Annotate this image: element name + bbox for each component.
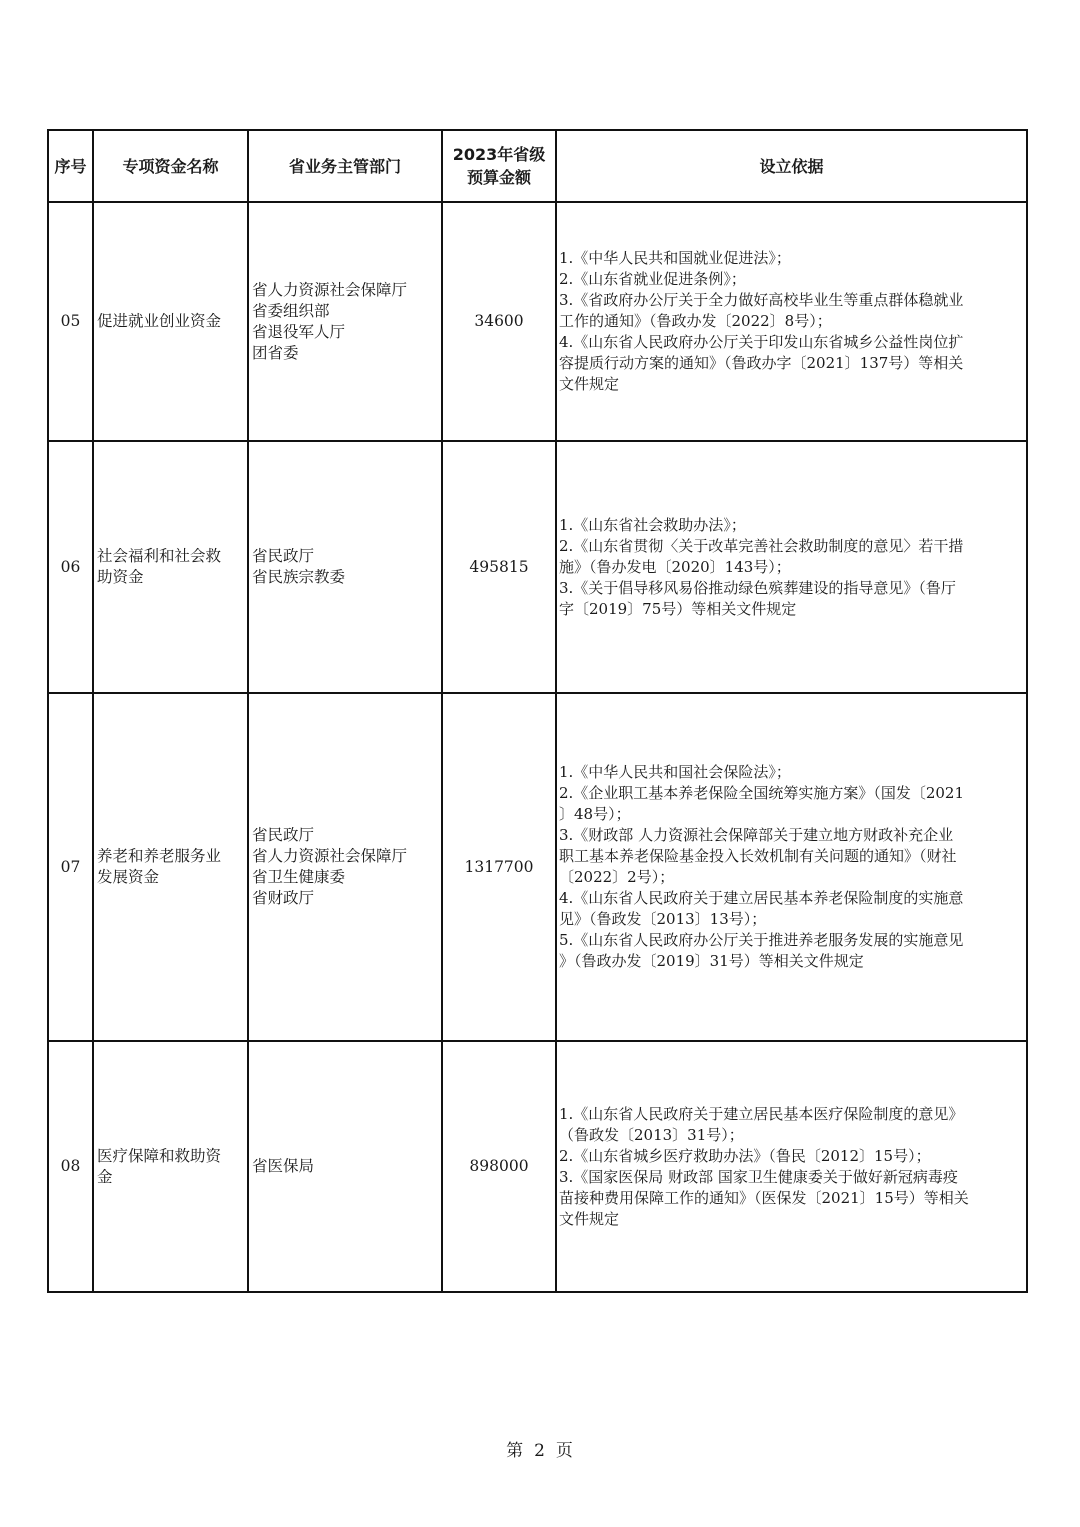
- row-basis: [556, 202, 1027, 441]
- basis-line: 2.《山东省城乡医疗救助办法》（鲁民〔2012〕15号）；: [559, 1146, 931, 1165]
- row-departments: [248, 693, 442, 1041]
- table-row: [48, 202, 1027, 441]
- basis-line: 3.《关于倡导移风易俗推动绿色殡葬建设的指导意见》（鲁厅: [559, 578, 956, 597]
- basis-line: 〔2022〕2号）；: [559, 868, 675, 886]
- table-row: [48, 441, 1027, 693]
- row-departments: [248, 202, 442, 441]
- fund-name-line: 养老和养老服务业: [97, 847, 222, 865]
- row-basis: [556, 441, 1027, 693]
- basis-line: 苗接种费用保障工作的通知》（医保发〔2021〕15号）等相关: [559, 1188, 969, 1207]
- row-serial-number: 05: [48, 202, 93, 441]
- row-serial-number: 08: [48, 1041, 93, 1292]
- basis-line: 1.《山东省人民政府关于建立居民基本医疗保险制度的意见》: [559, 1104, 964, 1123]
- fund-name-line: 社会福利和社会救: [97, 547, 222, 565]
- basis-line: 工作的通知》（鲁政办发〔2022〕8号）；: [559, 312, 832, 330]
- row-budget-amount: 898000: [442, 1041, 556, 1292]
- page-number-suffix: 页: [555, 1441, 574, 1461]
- basis-line: 见》（鲁政发〔2013〕13号）；: [559, 910, 767, 928]
- basis-line: 》（鲁政办发〔2019〕31号）等相关文件规定: [559, 952, 864, 970]
- basis-line: 施》（鲁办发电〔2020〕143号）；: [559, 557, 791, 576]
- basis-line: 1.《中华人民共和国就业促进法》；: [559, 249, 791, 267]
- row-fund-name: 促进就业创业资金: [93, 202, 248, 441]
- basis-line: 3.《国家医保局 财政部 国家卫生健康委关于做好新冠病毒疫: [559, 1167, 958, 1186]
- department-item: 省民族宗教委: [252, 568, 346, 586]
- fund-name-line: 医疗保障和救助资: [97, 1146, 222, 1165]
- basis-line: 2.《企业职工基本养老保险全国统筹实施方案》（国发〔2021: [559, 784, 964, 802]
- basis-line: 3.《省政府办公厅关于全力做好高校毕业生等重点群体稳就业: [559, 291, 964, 309]
- page-number: 2: [534, 1441, 546, 1461]
- department-item: 省民政厅: [252, 826, 315, 844]
- basis-line: 2.《山东省就业促进条例》；: [559, 270, 746, 288]
- department-item: 省财政厅: [252, 889, 315, 907]
- page-number-prefix: 第: [506, 1441, 525, 1461]
- department-item: 省委组织部: [252, 301, 330, 320]
- table-row: [48, 1041, 1027, 1292]
- basis-line: （鲁政发〔2013〕31号）；: [559, 1125, 744, 1144]
- header-basis: 设立依据: [556, 130, 1027, 202]
- row-budget-amount: 495815: [442, 441, 556, 693]
- department-item: 省人力资源社会保障厅: [252, 280, 408, 299]
- fund-name-line: 发展资金: [97, 868, 160, 886]
- fund-name-line: 助资金: [97, 568, 144, 586]
- basis-line: 4.《山东省人民政府关于建立居民基本养老保险制度的实施意: [559, 889, 964, 907]
- header-department: 省业务主管部门: [248, 130, 442, 202]
- row-serial-number: 06: [48, 441, 93, 693]
- row-basis: [556, 1041, 1027, 1292]
- row-fund-name: [93, 441, 248, 693]
- page-number-footer: [0, 1436, 1080, 1461]
- row-budget-amount: 34600: [442, 202, 556, 441]
- department-item: 省民政厅: [252, 547, 315, 565]
- row-budget-amount: 1317700: [442, 693, 556, 1041]
- basis-line: 文件规定: [559, 1209, 620, 1228]
- basis-line: 字〔2019〕75号）等相关文件规定: [559, 599, 797, 618]
- budget-table-container: [47, 129, 1026, 1293]
- row-departments: [248, 1041, 442, 1292]
- basis-line: 〕48号）；: [559, 805, 631, 823]
- row-fund-name: [93, 693, 248, 1041]
- department-item: 省人力资源社会保障厅: [252, 847, 408, 865]
- basis-line: 5.《山东省人民政府办公厅关于推进养老服务发展的实施意见: [559, 931, 964, 949]
- basis-line: 职工基本养老保险基金投入长效机制有关问题的通知》（财社: [559, 847, 957, 865]
- table-row: [48, 693, 1027, 1041]
- department-item: 省卫生健康委: [252, 868, 346, 886]
- basis-line: 容提质行动方案的通知》（鲁政办字〔2021〕137号）等相关: [559, 354, 964, 372]
- basis-line: 4.《山东省人民政府办公厅关于印发山东省城乡公益性岗位扩: [559, 333, 964, 351]
- basis-line: 2.《山东省贯彻〈关于改革完善社会救助制度的意见〉若干措: [559, 536, 964, 555]
- header-budget-amount: [442, 130, 556, 202]
- basis-line: 3.《财政部 人力资源社会保障部关于建立地方财政补充企业: [559, 826, 954, 844]
- basis-line: 1.《山东省社会救助办法》；: [559, 515, 746, 534]
- row-departments: [248, 441, 442, 693]
- header-budget-amount-line1: 2023年省级: [452, 145, 546, 164]
- special-fund-table: [47, 129, 1028, 1293]
- row-basis: [556, 693, 1027, 1041]
- header-serial-number: 序号: [48, 130, 93, 202]
- department-item: 省退役军人厅: [252, 322, 346, 341]
- department-item: 团省委: [252, 343, 299, 362]
- department-item: 省医保局: [252, 1157, 315, 1175]
- row-serial-number: 07: [48, 693, 93, 1041]
- fund-name-line: 金: [97, 1167, 113, 1186]
- row-fund-name: [93, 1041, 248, 1292]
- basis-line: 1.《中华人民共和国社会保险法》；: [559, 763, 791, 781]
- basis-line: 文件规定: [559, 375, 620, 393]
- header-budget-amount-line2: 预算金额: [466, 168, 531, 187]
- header-fund-name: 专项资金名称: [93, 130, 248, 202]
- table-header-row: [48, 130, 1027, 202]
